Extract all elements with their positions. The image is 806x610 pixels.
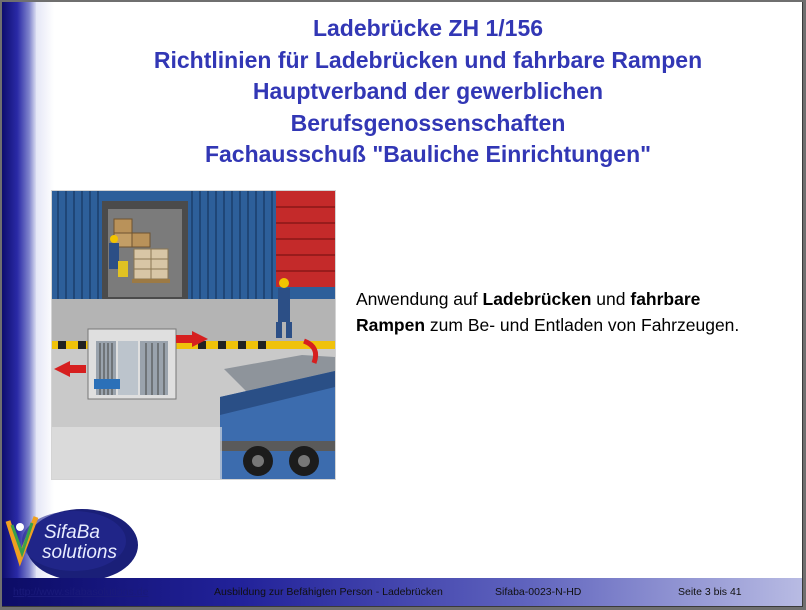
title-line-5: Fachausschuß "Bauliche Einrichtungen" (204, 141, 652, 167)
footer-document-id: Sifaba-0023-N-HD (495, 586, 582, 598)
body-text-part-2: und (591, 289, 631, 309)
title-line-3: Hauptverband der gewerblichen (252, 78, 604, 104)
footer-website-link[interactable]: http://www.sifabasolutions.de (13, 586, 149, 598)
body-text (356, 287, 756, 338)
loading-dock-illustration (51, 190, 336, 480)
title-line-2: Richtlinien für Ladebrücken und fahrbare Rampen (153, 46, 703, 73)
logo-text-line-2: solutions (42, 542, 117, 563)
footer-course-title: Ausbildung zur Befähigten Person - Ladebrücken (214, 586, 443, 598)
slide-title (62, 13, 794, 171)
footer-page-number: Seite 3 bis 41 (678, 586, 742, 598)
title-line-4: Berufsgenossenschaften (290, 109, 566, 136)
logo-graphic (2, 495, 142, 580)
slide (2, 2, 803, 607)
sifaba-logo (2, 495, 142, 580)
logo-text-line-1: SifaBa (44, 522, 100, 543)
body-text-part-3: zum Be- und Entladen von Fahrzeugen. (425, 314, 740, 335)
footer-bar (2, 578, 802, 606)
body-text-bold-ladebruecken: Ladebrücken (482, 289, 592, 309)
body-text-bold-rampen: fahrbare Rampen (356, 289, 701, 335)
body-text-part-1: Anwendung auf (356, 289, 483, 309)
title-line-1: Ladebrücke ZH 1/156 (312, 15, 544, 41)
loading-dock-picture (52, 191, 335, 479)
